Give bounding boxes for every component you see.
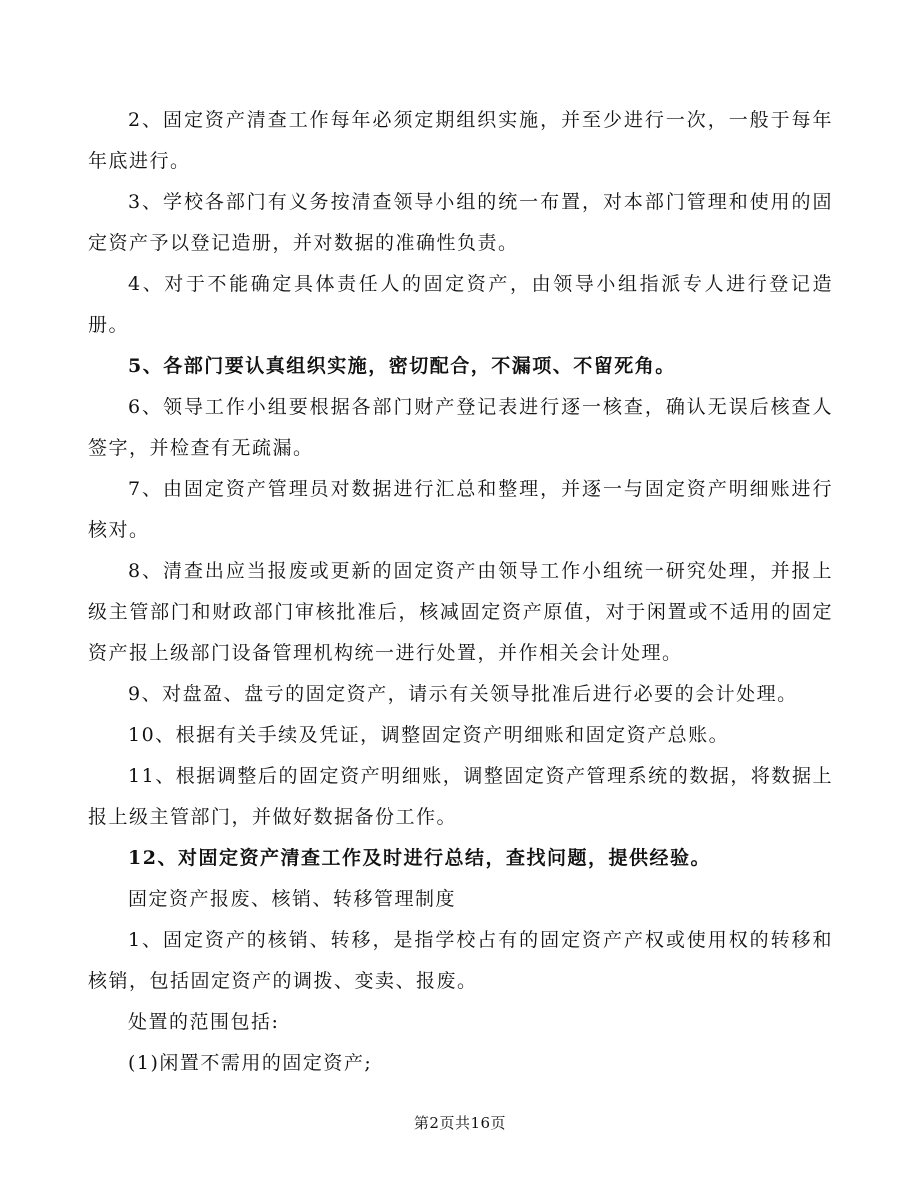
paragraph-item-8: 8、清查出应当报废或更新的固定资产由领导工作小组统一研究处理，并报上级主管部门和财政部门审核批准后，核减固定资产原值，对于闲置或不适用的固定资产报上级部门设备管理机构统一进行处置，并作相关会计处理。 <box>88 560 833 664</box>
paragraph-item-10: 10、根据有关手续及凭证，调整固定资产明细账和固定资产总账。 <box>128 724 730 746</box>
paragraph-item-4: 4、对于不能确定具体责任人的固定资产，由领导小组指派专人进行登记造册。 <box>88 273 833 336</box>
paragraph-item-12: 12、对固定资产清查工作及时进行总结，查找问题，提供经验。 <box>128 847 711 869</box>
paragraph-item-1: 1、固定资产的核销、转移，是指学校占有的固定资产产权或使用权的转移和核销，包括固定资产的调拨、变卖、报废。 <box>88 929 833 992</box>
paragraph-item-5: 5、各部门要认真组织实施，密切配合，不漏项、不留死角。 <box>128 355 676 377</box>
paragraph-item-11: 11、根据调整后的固定资产明细账，调整固定资产管理系统的数据，将数据上报上级主管部门，并做好数据备份工作。 <box>88 765 833 828</box>
paragraph-item-9: 9、对盘盈、盘亏的固定资产，请示有关领导批准后进行必要的会计处理。 <box>128 683 798 705</box>
paragraph-item-7: 7、由固定资产管理员对数据进行汇总和整理，并逐一与固定资产明细账进行核对。 <box>88 478 833 541</box>
paragraph-item-3: 3、学校各部门有义务按清查领导小组的统一布置，对本部门管理和使用的固定资产予以登记造册，并对数据的准确性负责。 <box>88 191 833 254</box>
paragraph-item-6: 6、领导工作小组要根据各部门财产登记表进行逐一核查，确认无误后核查人签字，并检查有无疏漏。 <box>88 396 833 459</box>
page-footer: 第2页共16页 <box>413 1114 507 1132</box>
scope-intro: 处置的范围包括: <box>128 1011 280 1033</box>
scope-item-1: (1)闲置不需用的固定资产; <box>128 1052 373 1074</box>
paragraph-item-2: 2、固定资产清查工作每年必须定期组织实施，并至少进行一次，一般于每年年底进行。 <box>88 109 833 172</box>
section-heading: 固定资产报废、核销、转移管理制度 <box>128 888 457 910</box>
